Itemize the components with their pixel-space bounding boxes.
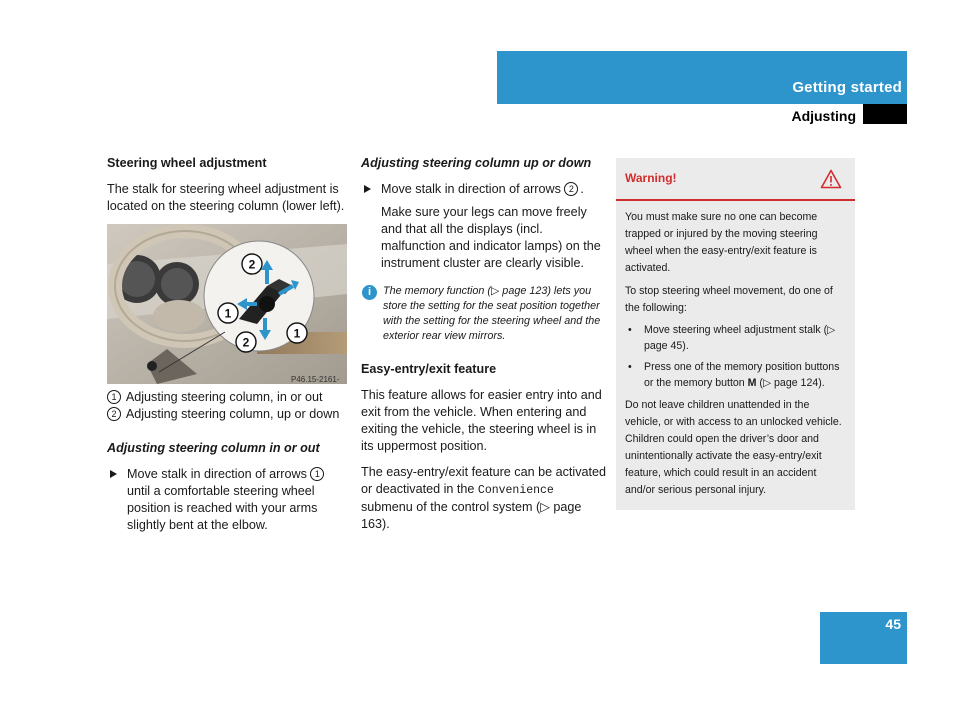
legend-item-2 [107, 406, 352, 423]
legend-number: 2 [107, 407, 121, 421]
memory-note: i The memory function (▷ page 123) lets you store the setting for the seat position together with the setting for the steering wheel and the exterior rear view mirrors. [361, 284, 606, 344]
figure-code: P46.15-2161- [291, 375, 340, 384]
up-down-heading: Adjusting steering column up or down [361, 156, 592, 170]
middle-column [361, 155, 606, 542]
info-icon: i [362, 285, 377, 300]
left-column [107, 155, 352, 540]
convenience-menu-name: Convenience [477, 484, 554, 497]
figure-illustration [107, 224, 347, 384]
legend-text: Adjusting steering column, up or down [125, 407, 340, 421]
steering-adjustment-heading: Steering wheel adjustment [107, 156, 267, 170]
in-out-step: Move stalk in direction of arrows 1 until a comfortable steering wheel position is reached with your arms slightly bent at the elbow. [107, 466, 352, 534]
legend-item-1 [107, 389, 352, 406]
header-bar [497, 51, 907, 104]
warning-bullet-2: • Press one of the memory position buttons or the memory button M (▷ page 124). [628, 361, 840, 389]
callout-2-bottom [236, 332, 256, 352]
memory-button-label: M [747, 376, 757, 389]
warning-header [616, 158, 855, 201]
chapter-title: Getting started [792, 79, 902, 96]
legend-number: 1 [107, 390, 121, 404]
arrow-number: 1 [310, 467, 324, 481]
section-title: Adjusting [791, 108, 856, 124]
up-down-detail: Make sure your legs can move freely and that all the displays (incl. malfunction and indicator lamps) on the instrument cluster are clearly visible. [381, 205, 601, 270]
legend-text: Adjusting steering column, in or out [125, 390, 323, 404]
steering-column-figure [107, 224, 347, 384]
warning-bullet-1: • Move steering wheel adjustment stalk (▷ page 45). [628, 324, 836, 352]
warning-p2: To stop steering wheel movement, do one of the following: [625, 285, 833, 314]
svg-text:1: 1 [293, 326, 301, 341]
arrow-number: 2 [564, 182, 578, 196]
bullet-icon: • [628, 324, 632, 336]
step-arrow-icon [364, 185, 371, 193]
up-down-step: Move stalk in direction of arrows 2 . [361, 181, 606, 198]
bullet-icon: • [628, 361, 632, 373]
warning-triangle-icon [820, 169, 842, 189]
page-number: 45 [885, 616, 901, 632]
callout-1-left [218, 303, 238, 323]
svg-text:2: 2 [242, 335, 250, 350]
warning-p1: You must make sure no one can become trapped or injured by the moving steering wheel when the easy-entry/exit feature is activated. [625, 211, 818, 274]
easy-entry-heading: Easy-entry/exit feature [361, 362, 497, 376]
warning-box [616, 158, 855, 510]
easy-entry-para2: The easy-entry/exit feature can be activated or deactivated in the Convenience submenu of the control system (▷ page 163). [361, 465, 607, 531]
section-marker [863, 104, 907, 124]
warning-p3: Do not leave children unattended in the vehicle, or with access to an unlocked vehicle. Children could open the driver’s door and unintentionally activate the easy-entry/exit feature, which could result in an accident and/or serious personal injury. [625, 399, 842, 496]
callout-1-right [287, 323, 307, 343]
in-out-heading: Adjusting steering column in or out [107, 441, 320, 455]
warning-body [616, 201, 855, 499]
intro-text: The stalk for steering wheel adjustment is located on the steering column (lower left). [107, 182, 345, 213]
callout-2-top [242, 254, 262, 274]
step-arrow-icon [110, 470, 117, 478]
svg-text:1: 1 [224, 306, 232, 321]
svg-text:2: 2 [248, 257, 256, 272]
warning-title: Warning! [625, 171, 677, 185]
easy-entry-para1: This feature allows for easier entry into and exit from the vehicle. When entering and exiting the vehicle, the steering wheel is in its uppermost position. [361, 388, 602, 453]
